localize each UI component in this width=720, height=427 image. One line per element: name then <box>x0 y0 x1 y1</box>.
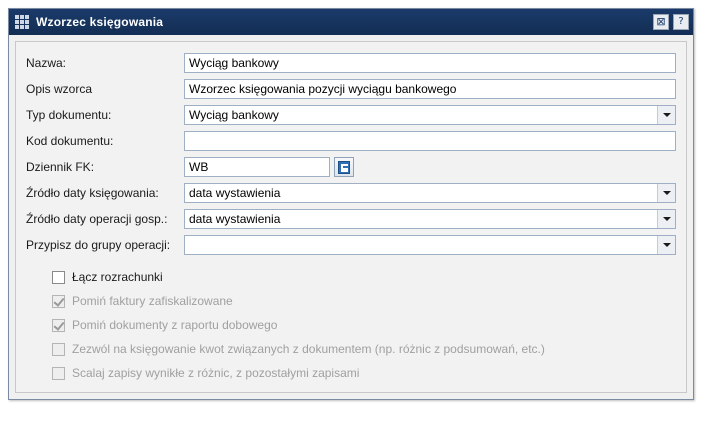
form-panel <box>15 41 687 393</box>
field-row-kod-dokumentu <box>26 130 676 152</box>
title-bar-buttons <box>653 14 689 30</box>
przypisz-do-grupy-select[interactable] <box>184 235 676 255</box>
zezwol-na-ksiegowanie-kwot-label: Zezwól na księgowanie kwot związanych z dokumentem (np. różnic z podsumowań, etc.) <box>72 342 545 356</box>
scalaj-zapisy-label: Scalaj zapisy wynikłe z różnic, z pozostałymi zapisami <box>72 366 360 380</box>
field-row-zrodlo-daty-operacji <box>26 208 676 230</box>
close-icon[interactable]: ⊠ <box>653 14 669 30</box>
window-title: Wzorzec księgowania <box>36 15 164 29</box>
dziennik-fk-lookup-button[interactable] <box>334 157 354 177</box>
title-bar <box>9 9 693 35</box>
checkbox-row-pomin-dokumenty-z-raportu-dobowego <box>52 314 676 336</box>
chevron-down-icon[interactable] <box>657 236 675 254</box>
checkbox-row-lacz-rozrachunki[interactable] <box>52 266 676 288</box>
label-nazwa: Nazwa: <box>26 56 67 70</box>
label-zrodlo-daty-operacji: Źródło daty operacji gosp.: <box>26 212 168 226</box>
field-row-opis-wzorca <box>26 78 676 100</box>
pomin-dokumenty-z-raportu-dobowego-label: Pomiń dokumenty z raportu dobowego <box>72 318 278 332</box>
zrodlo-daty-ksiegowania-select[interactable] <box>184 183 676 203</box>
pomin-faktury-zafiskalizowane-label: Pomiń faktury zafiskalizowane <box>72 294 233 308</box>
dziennik-fk-input[interactable]: WB <box>184 157 330 177</box>
pomin-dokumenty-z-raportu-dobowego-checkbox <box>52 319 65 332</box>
lacz-rozrachunki-checkbox[interactable] <box>52 271 65 284</box>
lacz-rozrachunki-label: Łącz rozrachunki <box>72 270 163 284</box>
zezwol-na-ksiegowanie-kwot-checkbox <box>52 343 65 356</box>
field-row-nazwa <box>26 52 676 74</box>
scalaj-zapisy-checkbox <box>52 367 65 380</box>
field-row-przypisz-do-grupy <box>26 234 676 256</box>
pomin-faktury-zafiskalizowane-checkbox <box>52 295 65 308</box>
chevron-down-icon[interactable] <box>657 210 675 228</box>
chevron-down-icon[interactable] <box>657 184 675 202</box>
grid-icon <box>15 15 29 29</box>
label-typ-dokumentu: Typ dokumentu: <box>26 108 112 122</box>
label-opis-wzorca: Opis wzorca <box>26 82 93 96</box>
lookup-icon <box>338 161 350 174</box>
nazwa-input[interactable]: Wyciąg bankowy <box>184 53 676 73</box>
field-row-typ-dokumentu <box>26 104 676 126</box>
checkbox-row-pomin-faktury-zafiskalizowane <box>52 290 676 312</box>
label-zrodlo-daty-ksiegowania: Źródło daty księgowania: <box>26 186 159 200</box>
label-dziennik-fk: Dziennik FK: <box>26 160 95 174</box>
label-przypisz-do-grupy: Przypisz do grupy operacji: <box>26 238 171 252</box>
zrodlo-daty-ksiegowania-value: data wystawienia <box>189 186 281 200</box>
dialog-window <box>8 8 694 400</box>
opis-wzorca-input[interactable]: Wzorzec księgowania pozycji wyciągu bankowego <box>184 79 676 99</box>
checkbox-row-zezwol-na-ksiegowanie-kwot <box>52 338 676 360</box>
typ-dokumentu-select[interactable] <box>184 105 676 125</box>
help-icon[interactable]: ? <box>673 14 689 30</box>
field-row-zrodlo-daty-ksiegowania <box>26 182 676 204</box>
zrodlo-daty-operacji-select[interactable] <box>184 209 676 229</box>
checkbox-row-scalaj-zapisy <box>52 362 676 384</box>
field-row-dziennik-fk <box>26 156 676 178</box>
chevron-down-icon[interactable] <box>657 106 675 124</box>
typ-dokumentu-value: Wyciąg bankowy <box>189 108 279 122</box>
label-kod-dokumentu: Kod dokumentu: <box>26 134 114 148</box>
zrodlo-daty-operacji-value: data wystawienia <box>189 212 281 226</box>
checkbox-group <box>26 266 676 384</box>
kod-dokumentu-input[interactable] <box>184 131 676 151</box>
